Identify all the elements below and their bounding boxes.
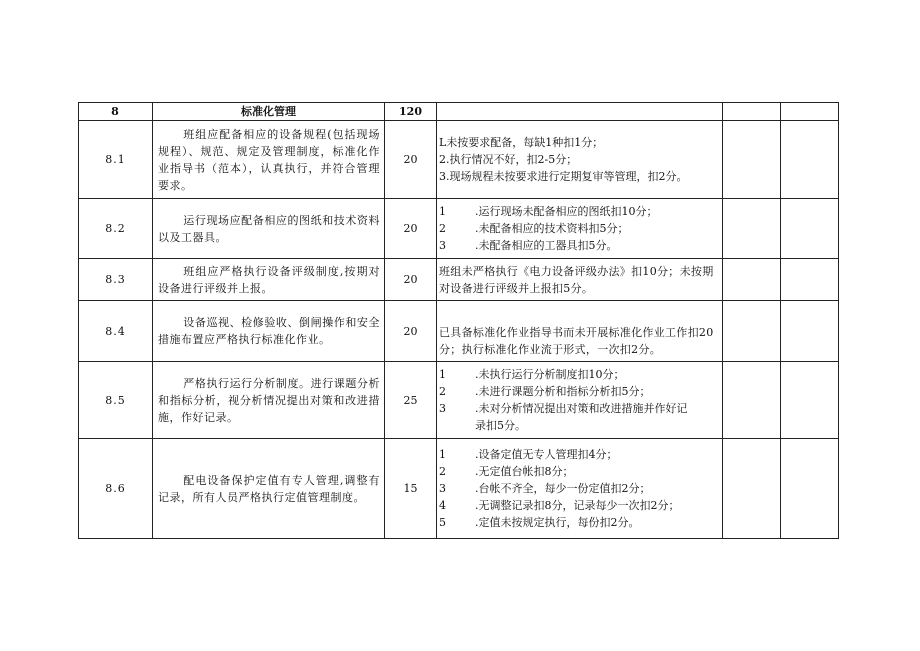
item-number: 8.2 — [79, 199, 153, 259]
deduction-index: 3 — [439, 239, 446, 252]
empty-cell — [781, 362, 839, 439]
requirement-cell — [153, 362, 385, 439]
deduction-line — [439, 463, 718, 480]
empty-cell — [781, 103, 839, 121]
requirement-cell — [153, 439, 385, 539]
item-score: 20 — [385, 259, 437, 301]
deduction-cell — [437, 199, 723, 259]
table-row — [79, 199, 839, 259]
deduction-text: .台帐不齐全，每少一份定值扣2分； — [475, 482, 651, 495]
requirement-text: 班组应严格执行设备评级制度,按期对设备进行评级并上报。 — [158, 264, 380, 295]
deduction-cell — [437, 439, 723, 539]
deduction-text: .定值未按规定执行，每份扣2分。 — [475, 516, 640, 529]
requirement-cell — [153, 199, 385, 259]
deduction-text: .未对分析情况提出对策和改进措施并作好记 — [475, 402, 688, 415]
deduction-index: 1 — [439, 448, 446, 461]
deduction-text: .无定值台帐扣8分； — [475, 465, 574, 478]
deduction-index — [439, 417, 475, 434]
empty-cell — [437, 103, 723, 121]
deduction-text: .未配备相应的技术资料扣5分； — [475, 222, 629, 235]
section-number: 8 — [79, 103, 153, 121]
section-score: 120 — [385, 103, 437, 121]
deduction-index: 2 — [439, 222, 446, 235]
item-score: 25 — [385, 362, 437, 439]
deduction-text: .设备定值无专人管理扣4分； — [475, 448, 618, 461]
requirement-text: 配电设备保护定值有专人管理,调整有记录，所有人员严格执行定值管理制度。 — [158, 473, 380, 504]
item-number: 8.6 — [79, 439, 153, 539]
deduction-line — [439, 400, 718, 417]
deduction-text: 录扣5分。 — [475, 419, 526, 432]
deduction-index: 3 — [439, 482, 446, 495]
table-header-row — [79, 103, 839, 121]
deduction-line — [439, 203, 718, 220]
empty-cell — [781, 439, 839, 539]
deduction-index: 5 — [439, 516, 446, 529]
deduction-line: 3.现场规程未按要求进行定期复审等管理，扣2分。 — [439, 170, 688, 183]
deduction-cell — [437, 362, 723, 439]
empty-cell — [781, 199, 839, 259]
empty-cell — [723, 439, 781, 539]
deduction-line — [439, 417, 718, 434]
requirement-text: 设备巡视、检修验收、倒闸操作和安全措施布置应严格执行标准化作业。 — [158, 316, 380, 346]
empty-cell — [723, 103, 781, 121]
item-number: 8.4 — [79, 301, 153, 362]
empty-cell — [723, 121, 781, 199]
deduction-line — [439, 383, 718, 400]
section-title: 标准化管理 — [153, 103, 385, 121]
deduction-cell — [437, 259, 723, 301]
table-row — [79, 362, 839, 439]
requirement-cell — [153, 121, 385, 199]
deduction-line — [439, 366, 718, 383]
deduction-line — [439, 480, 718, 497]
deduction-line — [439, 220, 718, 237]
item-number: 8.1 — [79, 121, 153, 199]
deduction-index: 1 — [439, 368, 446, 381]
empty-cell — [723, 301, 781, 362]
deduction-line — [439, 497, 718, 514]
table-row — [79, 301, 839, 362]
deduction-text: 已具备标准化作业指导书而未开展标准化作业工作扣20分；执行标准化作业流于形式，一次扣2分。 — [439, 326, 714, 356]
deduction-index: 3 — [439, 402, 446, 415]
deduction-line: L未按要求配备，每缺1种扣1分； — [439, 136, 604, 149]
standardization-table — [78, 102, 839, 539]
deduction-index: 2 — [439, 465, 446, 478]
empty-cell — [781, 121, 839, 199]
item-number: 8.5 — [79, 362, 153, 439]
empty-cell — [723, 362, 781, 439]
deduction-text: .未执行运行分析制度扣10分； — [475, 368, 625, 381]
item-score: 20 — [385, 301, 437, 362]
deduction-index: 4 — [439, 499, 446, 512]
deduction-index: 2 — [439, 385, 446, 398]
deduction-text: .运行现场未配备相应的图纸扣10分； — [475, 205, 658, 218]
table-row — [79, 121, 839, 199]
item-score: 15 — [385, 439, 437, 539]
deduction-text: .未进行课题分析和指标分析扣5分； — [475, 385, 651, 398]
deduction-line — [439, 446, 718, 463]
item-score: 20 — [385, 199, 437, 259]
deduction-cell — [437, 121, 723, 199]
empty-cell — [723, 259, 781, 301]
item-score: 20 — [385, 121, 437, 199]
deduction-text: 班组未严格执行《电力设备评级办法》扣10分；未按期对设备进行评级并上报扣5分。 — [439, 264, 714, 295]
table-row — [79, 439, 839, 539]
item-number: 8.3 — [79, 259, 153, 301]
requirement-text: 班组应配备相应的设备规程(包括现场规程）、规范、规定及管理制度，标准化作业指导书（范本），认真执行，并符合管理要求。 — [158, 127, 380, 192]
deduction-cell — [437, 301, 723, 362]
requirement-text: 运行现场应配备相应的图纸和技术资料以及工器具。 — [158, 213, 380, 244]
empty-cell — [781, 259, 839, 301]
table-row — [79, 259, 839, 301]
empty-cell — [781, 301, 839, 362]
requirement-cell — [153, 259, 385, 301]
deduction-index: 1 — [439, 205, 446, 218]
requirement-text: 严格执行运行分析制度。进行课题分析和指标分析，视分析情况提出对策和改进措施，作好记录。 — [158, 376, 380, 424]
deduction-line — [439, 514, 718, 531]
deduction-line — [439, 237, 718, 254]
deduction-line: 2.执行情况不好，扣2-5分； — [439, 153, 578, 166]
deduction-text: .未配备相应的工器具扣5分。 — [475, 239, 618, 252]
deduction-text: .无调整记录扣8分，记录每少一次扣2分； — [475, 499, 680, 512]
empty-cell — [723, 199, 781, 259]
requirement-cell — [153, 301, 385, 362]
